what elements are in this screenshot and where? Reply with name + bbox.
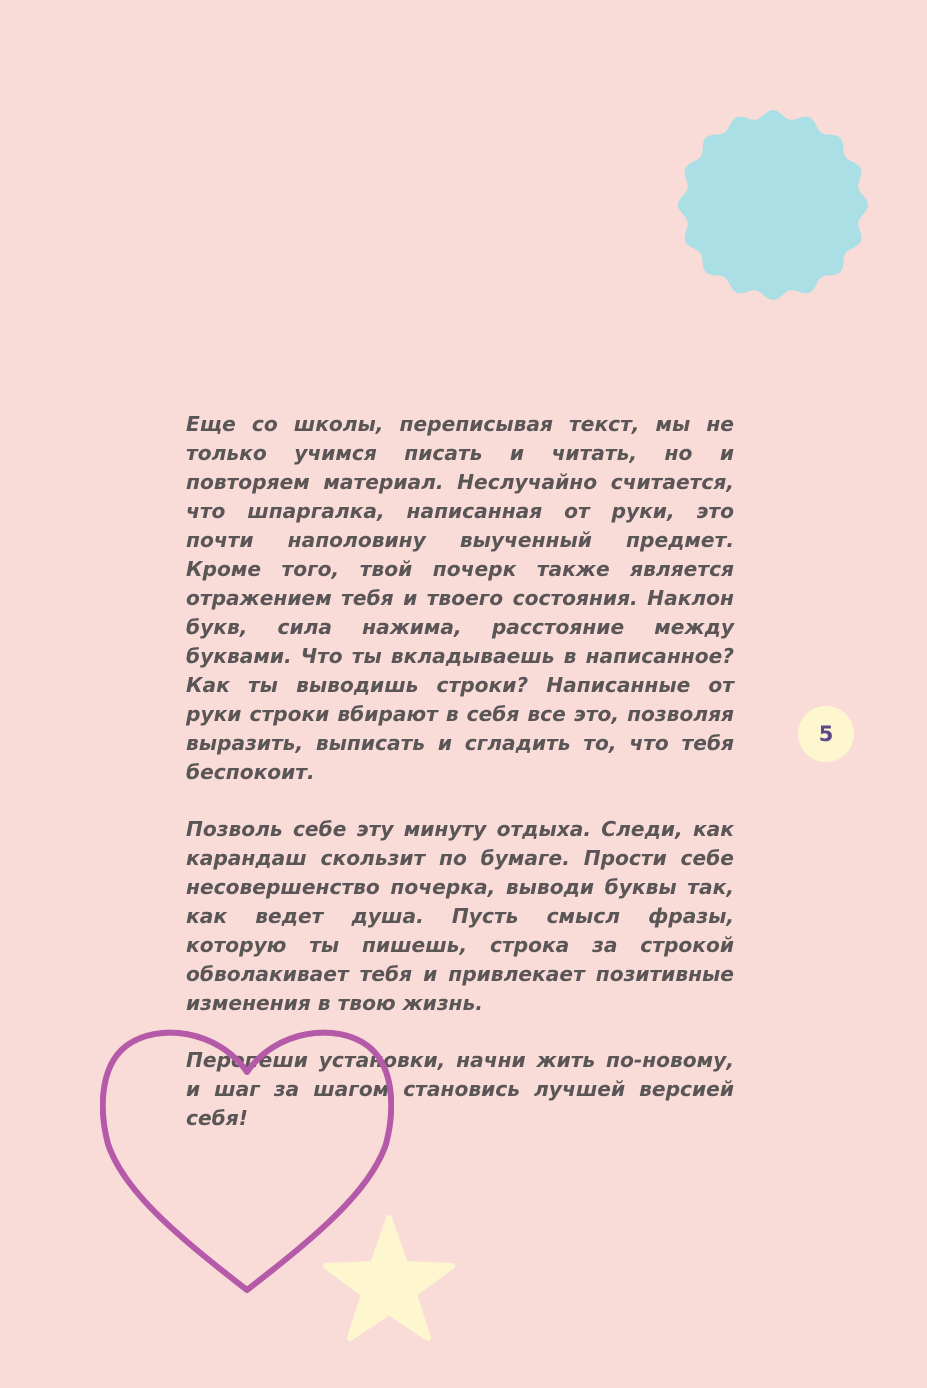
- paragraph-2: Позволь себе эту минуту отдыха. Следи, как карандаш скользит по бумаге. Прости себе несовершенство почерка, выводи буквы так, как ведет душа. Пусть смысл фразы, которую ты пишешь, строка за строкой обволакивает тебя и привлекает позитивные изменения в твою жизнь.: [186, 817, 734, 1015]
- paragraph-3: Перепеши установки, начни жить по-новому, и шаг за шагом становись лучшей версией себя!: [186, 1048, 734, 1130]
- page-number: 5: [798, 706, 854, 762]
- star-icon: [322, 1212, 456, 1342]
- paragraph-1: Еще со школы, переписывая текст, мы не только учимся писать и читать, но и повторяем материал. Неслучайно считается, что шпаргалка, написанная от руки, это почти наполовину выученный предмет. Кроме того, твой почерк также является отражением тебя и твоего состояния. Наклон букв, сила нажима, расстояние между буквами. Что ты вкладываешь в написанное? Как ты выводишь строки? Написанные от руки строки вбирают в себя все это, позволяя выразить, выписать и сгладить то, что тебя беспокоит.: [186, 412, 734, 784]
- scalloped-badge-icon: [676, 108, 870, 302]
